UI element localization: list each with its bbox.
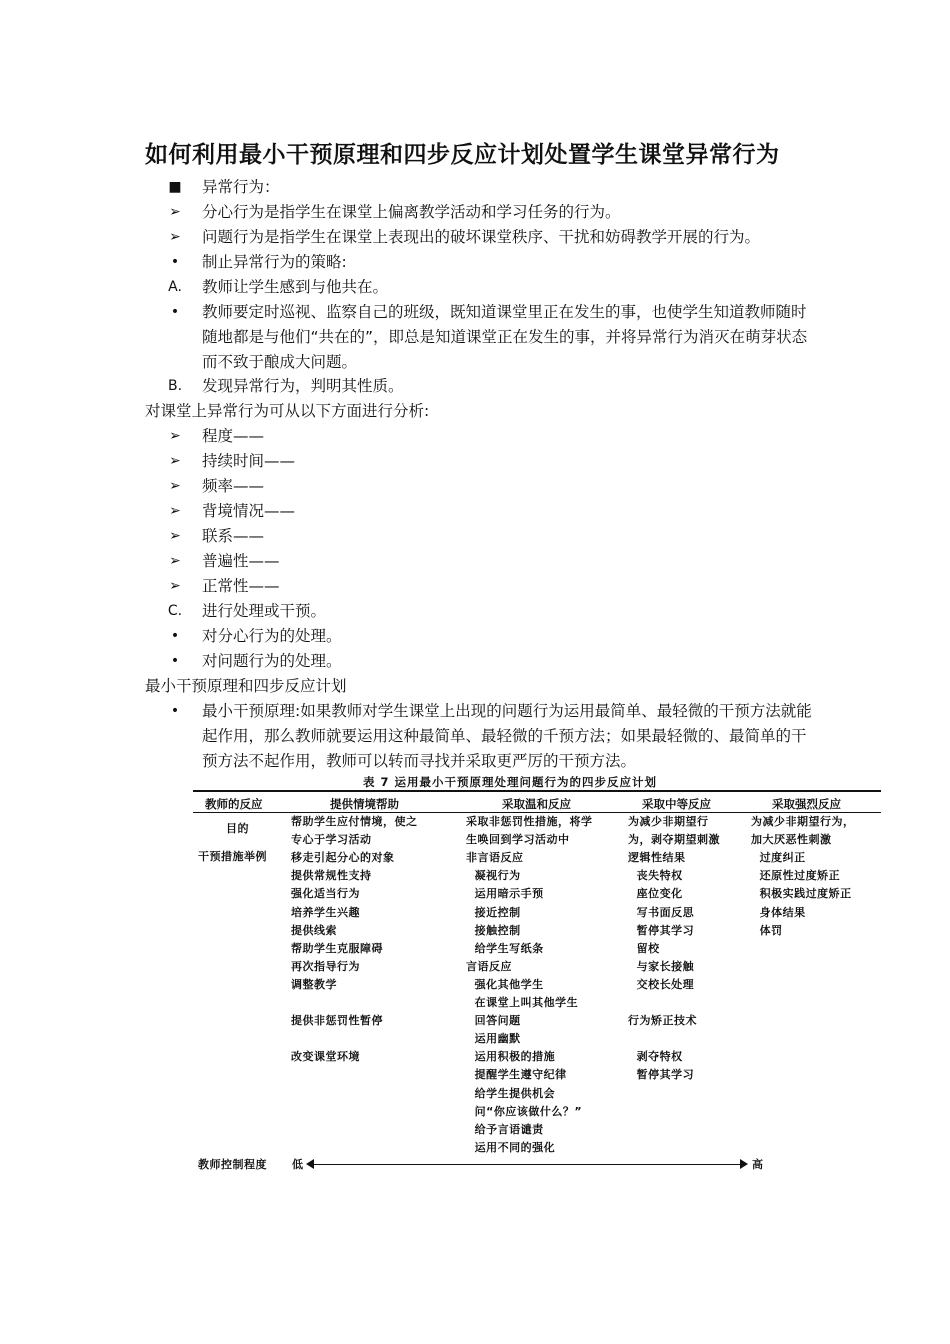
analysis-marker: ➢: [169, 478, 181, 494]
table-cell: 强化其他学生: [466, 977, 544, 991]
table-cell: 交校长处理: [628, 977, 695, 991]
table-cell: 培养学生兴趣: [291, 905, 360, 919]
table-cell: 逻辑性结果: [628, 851, 686, 865]
handling-item-marker: C.: [167, 603, 183, 619]
header-teacher-response: 教师的反应: [205, 797, 263, 811]
table-cell: 生唤回到学习活动中: [466, 833, 570, 847]
header-moderate-response: 采取中等反应: [642, 797, 711, 811]
analysis-marker: ➢: [169, 453, 181, 469]
header-situational-help: 提供情境帮助: [330, 797, 399, 811]
table-cell: 提供常规性支持: [291, 869, 372, 883]
table-cell: 再次指导行为: [291, 959, 360, 973]
header-mild-response: 采取温和反应: [502, 797, 571, 811]
table-top-rule: [193, 790, 881, 792]
control-degree-arrow: [313, 1164, 741, 1165]
table-cell: 过度纠正: [751, 851, 806, 865]
table-cell: 强化适当行为: [291, 887, 360, 901]
table-cell: 还原性过度矫正: [751, 869, 841, 883]
table-cell: 给予言语谴责: [466, 1122, 544, 1136]
control-high-label: 高: [752, 1158, 764, 1171]
table-cell: 回答问题: [466, 1014, 521, 1028]
table-cell: 问“你应该做什么？”: [466, 1104, 583, 1118]
list-item-text: 分心行为是指学生在课堂上偏离教学活动和学习任务的行为。: [202, 203, 621, 221]
analysis-marker: ➢: [169, 503, 181, 519]
section-heading: 最小干预原理和四步反应计划: [145, 677, 347, 695]
bullet-marker: •: [170, 304, 180, 320]
table-cell: 专心于学习活动: [291, 833, 372, 847]
table-cell: 提供线索: [291, 923, 337, 937]
list-item-text: 问题行为是指学生在课堂上表现出的破坏课堂秩序、干扰和妨碍教学开展的行为。: [202, 228, 761, 246]
list-item-marker: ➢: [169, 229, 181, 245]
table-cell: 言语反应: [466, 959, 512, 973]
table-cell: 移走引起分心的对象: [291, 851, 395, 865]
table-cell: 非言语反应: [466, 851, 524, 865]
table-cell: 给学生提供机会: [466, 1086, 556, 1100]
table-cell: 为，剥夺期望刺激: [628, 833, 720, 847]
table-cell: 行为矫正技术: [628, 1014, 697, 1028]
table-cell: 接近控制: [466, 905, 521, 919]
list-item-text: 教师让学生感到与他共在。: [202, 278, 389, 296]
analysis-marker: ➢: [169, 578, 181, 594]
table-cell: 帮助学生克服障碍: [291, 941, 383, 955]
table-cell: 写书面反思: [628, 905, 695, 919]
table-cell: 改变课堂环境: [291, 1050, 360, 1064]
analysis-marker: ➢: [169, 553, 181, 569]
table-cell: 采取非惩罚性措施，将学: [466, 815, 593, 828]
table-cell: 凝视行为: [466, 869, 521, 883]
paragraph-text: 教师要定时巡视、监察自己的班级，既知道课堂里正在发生的事，也使学生知道教师随时随地都是与他们“共在的”，即总是知道课堂正在发生的事，并将异常行为消灭在萌芽状态而不致于酿成大问题。: [202, 303, 808, 371]
table-cell: 运用幽默: [466, 1032, 521, 1046]
control-degree-label: 教师控制程度: [198, 1158, 267, 1171]
list-item-marker: A.: [168, 279, 182, 295]
table-cell: 积极实践过度矫正: [751, 887, 852, 901]
table-cell: 提供非惩罚性暂停: [291, 1014, 383, 1028]
list-item-marker: ➢: [169, 204, 181, 220]
analysis-item: 背境情况——: [202, 502, 296, 520]
table-cell: 加大厌恶性刺激: [751, 833, 832, 847]
analysis-item: 频率——: [202, 477, 265, 495]
header-strong-response: 采取强烈反应: [772, 797, 841, 811]
table-cell: 提醒学生遵守纪律: [466, 1068, 567, 1082]
row-label-examples: 干预措施举例: [198, 850, 267, 863]
bullet-marker: •: [170, 703, 180, 719]
table-cell: 给学生写纸条: [466, 941, 544, 955]
analysis-marker: ➢: [169, 528, 181, 544]
paragraph-text: 最小干预原理:如果教师对学生课堂上出现的问题行为运用最简单、最轻微的干预方法就能起作用，那么教师就要运用这种最简单、最轻微的千预方法；如果最轻微的、最简单的干预方法不起作用，教师可以转而寻找并采取更严厉的干预方法。: [202, 702, 812, 770]
table-cell: 在课堂上叫其他学生: [466, 996, 579, 1009]
list-marker: B.: [167, 378, 183, 394]
table-cell: 暂停其学习: [628, 1068, 695, 1082]
arrow-left-head: [306, 1159, 314, 1169]
list-item-marker: •: [170, 254, 180, 270]
table-cell: 帮助学生应付情境，使之: [291, 815, 418, 828]
analysis-item: 普遍性——: [202, 552, 280, 570]
analysis-item: 正常性——: [202, 577, 280, 595]
control-low-label: 低: [292, 1158, 304, 1171]
table-cell: 接触控制: [466, 923, 521, 937]
list-item-text: 异常行为：: [202, 178, 280, 196]
table-cell: 运用暗示手预: [466, 887, 544, 901]
handling-item-marker: •: [170, 628, 180, 644]
handling-item-marker: •: [170, 653, 180, 669]
list-text: 发现异常行为，判明其性质。: [202, 377, 404, 395]
table-cell: 运用积极的措施: [466, 1050, 556, 1064]
table-cell: 座位变化: [628, 887, 683, 901]
arrow-right-head: [740, 1159, 748, 1169]
table-cell: 运用不同的强化: [466, 1140, 556, 1154]
table-cell: 为减少非期望行: [628, 815, 709, 828]
table-cell: 与家长接触: [628, 959, 695, 973]
table-caption: 表 7 运用最小干预原理处理问题行为的四步反应计划: [363, 775, 658, 789]
table-cell: 丧失特权: [628, 869, 683, 883]
table-cell: 为减少非期望行为，: [751, 815, 855, 828]
analysis-item: 程度——: [202, 427, 265, 445]
analysis-intro: 对课堂上异常行为可从以下方面进行分析:: [145, 402, 430, 420]
list-item-text: 制止异常行为的策略:: [202, 253, 347, 271]
document-title: 如何利用最小干预原理和四步反应计划处置学生课堂异常行为: [145, 142, 780, 168]
analysis-item: 联系——: [202, 527, 265, 545]
table-cell: 调整教学: [291, 977, 337, 991]
row-label-purpose: 目的: [226, 822, 249, 835]
list-item-marker: ■: [168, 179, 182, 195]
analysis-marker: ➢: [169, 428, 181, 444]
table-cell: 体罚: [751, 923, 783, 937]
handling-item-text: 对分心行为的处理。: [202, 627, 342, 645]
handling-item-text: 进行处理或干预。: [202, 602, 327, 620]
handling-item-text: 对问题行为的处理。: [202, 652, 342, 670]
table-cell: 剥夺特权: [628, 1050, 683, 1064]
table-cell: 暂停其学习: [628, 923, 695, 937]
table-cell: 留校: [628, 941, 660, 955]
analysis-item: 持续时间——: [202, 452, 296, 470]
table-cell: 身体结果: [751, 905, 806, 919]
